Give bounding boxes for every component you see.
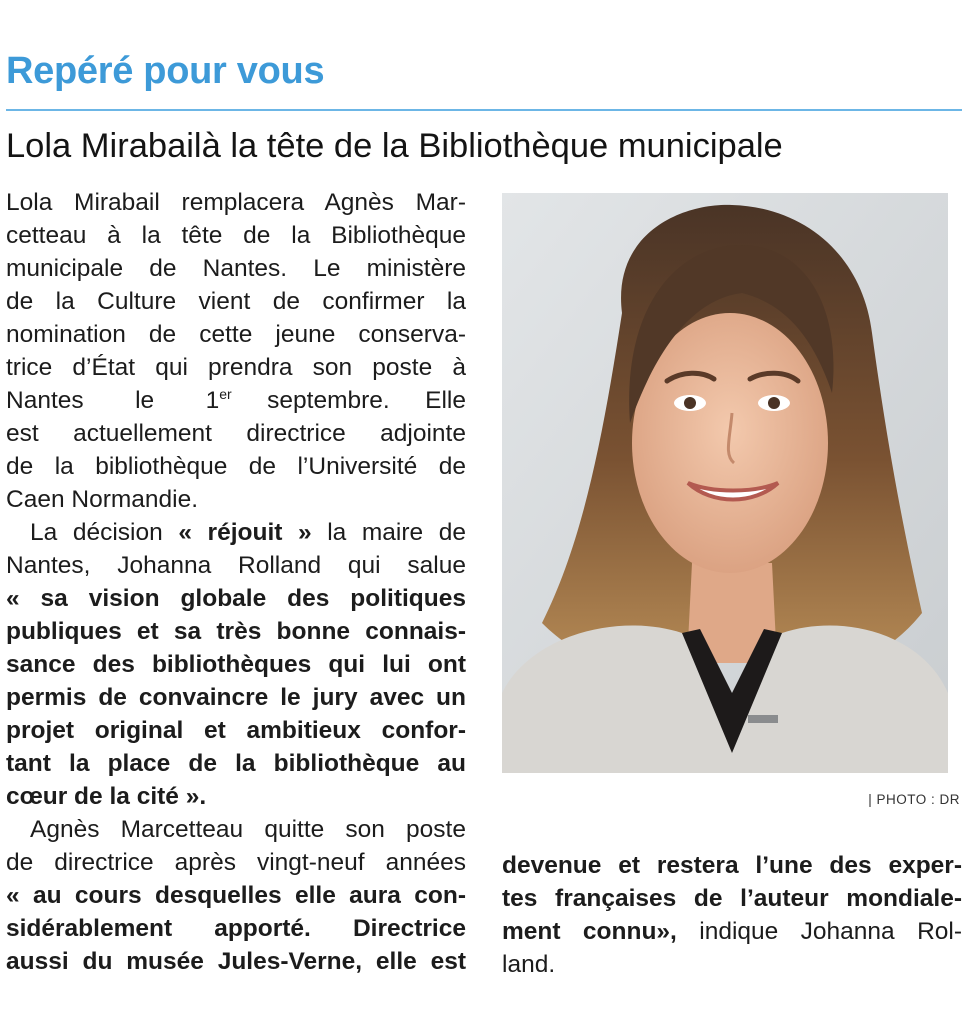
- section-divider: [6, 109, 962, 111]
- quote-line: publiques et sa très bonne connais-: [6, 618, 466, 645]
- date-ordinal: er: [219, 386, 232, 402]
- body-line: municipale de Nantes. Le ministère: [6, 255, 466, 282]
- body-line: Lola Mirabail remplacera Agnès Mar-: [6, 189, 466, 216]
- quote-rejouit: « réjouit »: [178, 519, 312, 546]
- quote-end: ment connu»,: [502, 918, 677, 945]
- body-line: de la bibliothèque de l’Université de: [6, 453, 466, 480]
- section-rubric: Repéré pour vous: [6, 50, 325, 92]
- article-body-left-column: [6, 186, 466, 978]
- text: la maire de: [311, 519, 466, 546]
- body-line: [502, 915, 962, 948]
- body-line: de directrice après vingt-neuf années: [6, 849, 466, 876]
- body-line: Nantes, Johanna Rolland qui salue: [6, 552, 466, 579]
- quote-line: sance des bibliothèques qui lui ont: [6, 651, 466, 678]
- body-line: de la Culture vient de confirmer la: [6, 288, 466, 315]
- body-line: land.: [502, 951, 556, 978]
- quote-line: sidérablement apporté. Directrice: [6, 915, 466, 942]
- body-line: Caen Normandie.: [6, 486, 199, 513]
- body-line: [6, 516, 466, 549]
- quote-line: tant la place de la bibliothèque au: [6, 750, 466, 777]
- article-headline: Lola Mirabailà la tête de la Bibliothèque municipale: [6, 127, 783, 165]
- date-text-end: septembre. Elle: [231, 387, 467, 414]
- quote-line: permis de convaincre le jury avec un: [6, 684, 466, 711]
- quote-line: « sa vision globale des politiques: [6, 585, 466, 612]
- date-text-start: Nantes le 1: [6, 387, 220, 414]
- quote-line: tes françaises de l’auteur mondiale-: [502, 885, 962, 912]
- body-line: trice d’État qui prendra son poste à: [6, 354, 466, 381]
- quote-line: devenue et restera l’une des exper-: [502, 852, 962, 879]
- body-line: cetteau à la tête de la Bibliothèque: [6, 222, 466, 249]
- article-body-right-column: [502, 849, 962, 981]
- body-line: est actuellement directrice adjointe: [6, 420, 466, 447]
- quote-line: cœur de la cité ».: [6, 783, 207, 810]
- photo-credit: | PHOTO : DR: [868, 792, 960, 807]
- text: La décision: [30, 519, 179, 546]
- body-line: nomination de cette jeune conserva-: [6, 321, 466, 348]
- quote-line: projet original et ambitieux confor-: [6, 717, 466, 744]
- quote-line: aussi du musée Jules-Verne, elle est: [6, 948, 466, 975]
- quote-line: « au cours desquelles elle aura con-: [6, 882, 466, 909]
- portrait-illustration: [502, 193, 948, 773]
- attribution: indique Johanna Rol-: [676, 918, 962, 945]
- portrait-photo: [502, 193, 948, 773]
- body-line: Agnès Marcetteau quitte son poste: [30, 816, 466, 843]
- body-line-date: [6, 384, 466, 417]
